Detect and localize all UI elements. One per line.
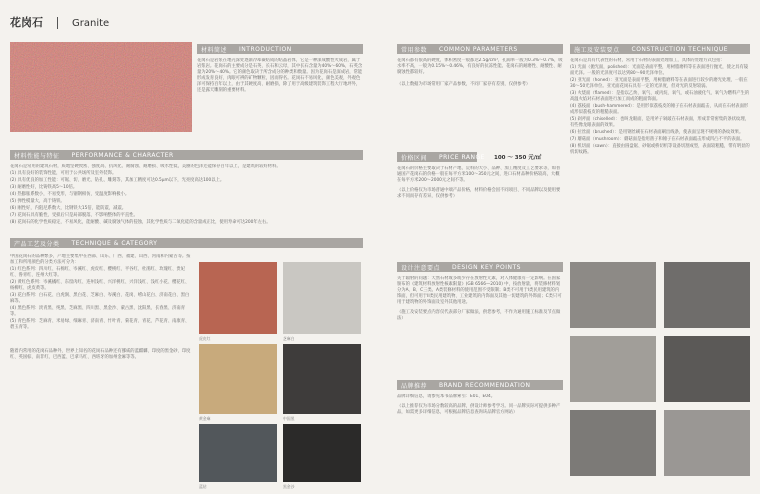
construction-line: (7) 蘑菇面（mushroom）：蘑菇面是指用凿子和锤子在石材表面敲击形成凹凸不平的表面。 (570, 137, 745, 142)
params-title-cn: 常用参数 (401, 46, 428, 54)
construction-line: 花岗石是具有代表性的石材，常用于石材的表面处理加工，具体的处理方式包括： (570, 58, 725, 63)
design-text (397, 276, 563, 370)
texture-swatch (664, 262, 750, 328)
construction-line: (3) 火烧面（flamed）：是指以乙炔、氧气、或丙烷、氧气，或石油液化气、氧气为燃料产生的高温火焰对石材表面进行加工而成的粗面饰面。 (570, 91, 750, 102)
technique-line: (3) 花白系列：白石花、白虎涧、黑白花、芝麻白、岑溪白、花岗、崂山花白、济南花白、黑白麻等。 (10, 293, 190, 304)
sample-caption: 中国黑 (283, 416, 295, 421)
title-divider (57, 17, 58, 29)
technique-line: 中国花岗石的品种繁多，产地主要集中在西部、山东、广西、福建、山西、河南和内蒙古等。按加工和所用颜色的分类方法可分为： (10, 254, 191, 265)
performance-title-cn: 材料性能与特征 (14, 152, 60, 160)
technique-line: (5) 青色系列：芝麻青、米易绿、细麻青、济南青、竹叶青、菊花青、青花、芦花青、南康青、碧玉青等。 (10, 319, 190, 330)
construction-line: (6) 拉丝面（brushed）：是用钢丝刷在石材表面刷出线条，使表面呈现不规则的条纹效果。 (570, 130, 744, 135)
price-range: 100 ～ 350 元/㎡ (494, 155, 542, 161)
performance-line: (7) 花岗石具有脆性，受损后只是局部脱落，不影响整体的平直性。 (10, 213, 138, 218)
price-text (397, 166, 563, 228)
technique-line: (1) 红色系列：四川红、石棉红、岑溪红、虎皮红、樱桃红、平谷红、杜鹃红、玫瑰红、贵妃红、鲁青红、连州大红等。 (10, 267, 186, 278)
section-header-brand (397, 380, 563, 390)
texture-swatch (570, 262, 656, 328)
section-header-technique (10, 238, 363, 248)
construction-line: (1) 光面（抛光面，polished）：光面是表面平整，用树脂磨料等在表面进行抛光，使之具有镜面光泽。一般的光泽度可以达到80～90光泽单位。 (570, 65, 749, 76)
sample-swatch (283, 344, 361, 414)
performance-line: (1) 具有良好的装饰性能，可用于公共场所及室外装饰。 (10, 171, 117, 176)
performance-line: (8) 花岗石的化学性质稳定，不易风化，能耐酸、碱及腐蚀气体的侵蚀，其化学性质与二氧化硅的含量成正比，使用寿命可达200年左右。 (10, 220, 271, 225)
sample-swatch (283, 424, 361, 482)
performance-line: (4) 热膨胀系数小，不易变形，与铟钢相仿，受温度影响极小。 (10, 192, 130, 197)
sample-swatch (199, 262, 277, 334)
performance-text (10, 164, 363, 232)
page-title-cn: 花岗石 (10, 16, 43, 29)
section-header-construction (570, 44, 750, 54)
construction-line: (8) 机切面（sawn）：直接由圆盘锯、砂锯或桥切机等设备切割成型，表面较粗糙，带有明显的机切纹路。 (570, 144, 750, 155)
sample-caption: 芝麻白 (283, 336, 295, 341)
design-title-cn: 设计注意要点 (401, 264, 441, 272)
technique-title-en: TECHNIQUE & CATEGORY (71, 239, 158, 247)
brand-text (397, 394, 563, 434)
performance-line: (3) 耐磨性好，比铸铁高5～10倍。 (10, 185, 78, 190)
sample-swatch (199, 424, 277, 482)
brand-note: （以上推荐仅为市场分数较高的品牌，供设计师参考学习。同一品牌实际可提供多种产品，如需更多详细信息，可根据品牌信息查询该品牌官方网站） (397, 404, 561, 415)
design-paragraph: 关于辐射的问题：天然石材或多或少存在放射性元素，对人体健康有一定影响。在国家颁布的《建筑材料放射性核素限量》(GB 6566—2010) 中，按放射量，将装修材料划分为A、B、C三类。A类装修材料的使用范围不受限制；B类不可用于I类民用建筑的内饰面，但可用于II类民用建筑物、工业建筑的内饰面及其他一切建筑的外饰面；C类只可用于建筑物的外饰面及室外其他用途。 (397, 276, 562, 305)
construction-title-en: CONSTRUCTION TECHNIQUE (631, 45, 729, 53)
construction-line: (5) 剁斧面（chiselled）：也叫龙眼面，是用斧子剁敲在石材表面，形成非常密集的条状纹理，有些像龙眼表面的效果。 (570, 117, 749, 128)
params-paragraph: 花岗石都有很高的硬度，体积密度一般都达2.5g/cm³，孔隙率一般为0.3%～0.7%，吸水率不高，一般为0.15%～0.46%，有良好的抗冻性能。花岗石的耐磨性、耐酸性、耐腐蚀性都较好。 (397, 58, 563, 75)
hero-granite-image (10, 42, 192, 132)
intro-title-en: INTRODUCTION (239, 45, 292, 53)
texture-swatch (664, 410, 750, 476)
price-title-en: PRICE RANGE (439, 153, 485, 161)
construction-title-cn: 施工及安装要点 (574, 46, 620, 54)
section-header-params (397, 44, 563, 54)
performance-line: 花岗石是常用的建筑石材，质地坚硬致密、强度高、抗风化、耐腐蚀、耐磨损、吸水性低，美丽的色泽还能保存百年以上，是建筑的较好材料。 (10, 164, 281, 169)
design-title-en: DESIGN KEY POINTS (452, 263, 521, 271)
sample-caption: 虎皮红 (199, 336, 211, 341)
price-title-cn: 价格区间 (401, 154, 428, 162)
brand-paragraph: 品牌详细信息，请参见本书品牌索引：E01、E04。 (397, 394, 496, 399)
page-title (10, 14, 109, 30)
technique-line: (4) 黑色系列：淡青黑、纯黑、芝麻黑、四川黑、黑金沙、蒙古黑、沈阳黑、长春黑、济南青等。 (10, 306, 186, 317)
price-paragraph: 花岗石的价格主要取决于石材产地、荒料的大小、品种、加工精度及工艺要求等，如普通国产花岗石的价格一般在每平方米100～350元之间，进口石材品种价格较高，大概在每平方米200～2000元之间不等。 (397, 166, 561, 183)
performance-title-en: PERFORMANCE & CHARACTER (71, 151, 174, 159)
intro-paragraph: 花岗石是岩浆在地壳深处逐渐冷却凝结成的结晶岩体，它是一种深成酸性火成岩，属于岩浆岩。花岗石的主要成分是石英、长石和云母，其中长石含量为40%～60%，石英含量为20%～40%。它的颜色取决于所含成分的种类和数量。因为花岗石是深成岩，常能形成发育良好、肉眼可辨的矿物颗粒，因而得名。花岗石不易风化，颜色美观，外观色泽可保持百年以上，由于其硬度高、耐磨损，除了用于高级建筑装饰工程大厅地坪外，还是露天雕刻的重要材料。 (197, 58, 363, 93)
params-text (397, 58, 563, 116)
intro-title-cn: 材料简述 (201, 46, 228, 54)
construction-line: (4) 荔枝面（bush-hammered）：是用形似荔枝皮的锤子在石材表面敲击，从而在石材表面形成形似荔枝皮的粗糙表面。 (570, 104, 749, 115)
texture-swatch (664, 336, 750, 402)
section-header-price (397, 152, 485, 162)
construction-line: (2) 亚光面（honed）：亚光面是表面平整，用树脂磨料等在表面进行较少的磨光处理，一般在30～50光泽单位。亚光面花岗石具有一定的光泽度，但对光的反射较弱。 (570, 78, 748, 89)
design-note: （施工及安装要点内容仅代表部分厂家做法，供您参考，不作为通用施工标准及节点做法） (397, 310, 561, 321)
brand-title-cn: 品牌推荐 (401, 382, 428, 390)
texture-swatch (570, 336, 656, 402)
texture-swatch (570, 410, 656, 476)
sample-swatch (283, 262, 361, 334)
construction-text (570, 58, 750, 258)
technique-text (10, 254, 192, 484)
intro-text (197, 58, 363, 138)
sample-caption: 黑金沙 (283, 484, 295, 489)
section-header-intro (197, 44, 363, 54)
params-note: （以上数据为市场常用厂家产品参数，不同厂家存有差别，仅供参考） (397, 82, 531, 87)
performance-line: (5) 弹性模量大，高于铸铁。 (10, 199, 65, 204)
section-header-design (397, 262, 563, 272)
sample-caption: 黄金麻 (199, 416, 211, 421)
technique-title-cn: 产品工艺及分类 (14, 240, 60, 248)
page-title-en: Granite (72, 18, 110, 29)
technique-line: 随着内常用的花岗石品种外，世界上知名的花岗石品种还有挪威的蓝麒麟、印度的黑金砂、印度红、英国棕、南非红、巴西蓝、巴拿马红、西班牙的加州金麻等等。 (10, 349, 191, 360)
params-title-en: COMMON PARAMETERS (439, 45, 518, 53)
sample-swatch (199, 344, 277, 414)
price-note: （以上价格仅为市场普通中端产品价格，材料价格会因不同项目、不同品牌以及使用要求不同而存有差异，仅供参考） (397, 188, 561, 199)
section-header-performance (10, 150, 363, 160)
performance-line: (6) 刚性好，内阻尼系数大，比钢铁大15倍，能防震，减震。 (10, 206, 127, 211)
performance-line: (2) 具有优良的加工性能：可锯、切、磨光、钻孔、雕刻等，其加工精度可达0.5μm以下，光亮度高达100以上。 (10, 178, 225, 183)
brand-title-en: BRAND RECOMMENDATION (439, 381, 531, 389)
technique-line: (2) 黄红色系列：岑溪橘红、东留肉红、连州浅红、兴洋桃红、兴洋浅红、浅红小花、樱花红、杨柳红、虎皮黄等。 (10, 280, 190, 291)
sample-caption: 蓝钻 (199, 484, 207, 489)
